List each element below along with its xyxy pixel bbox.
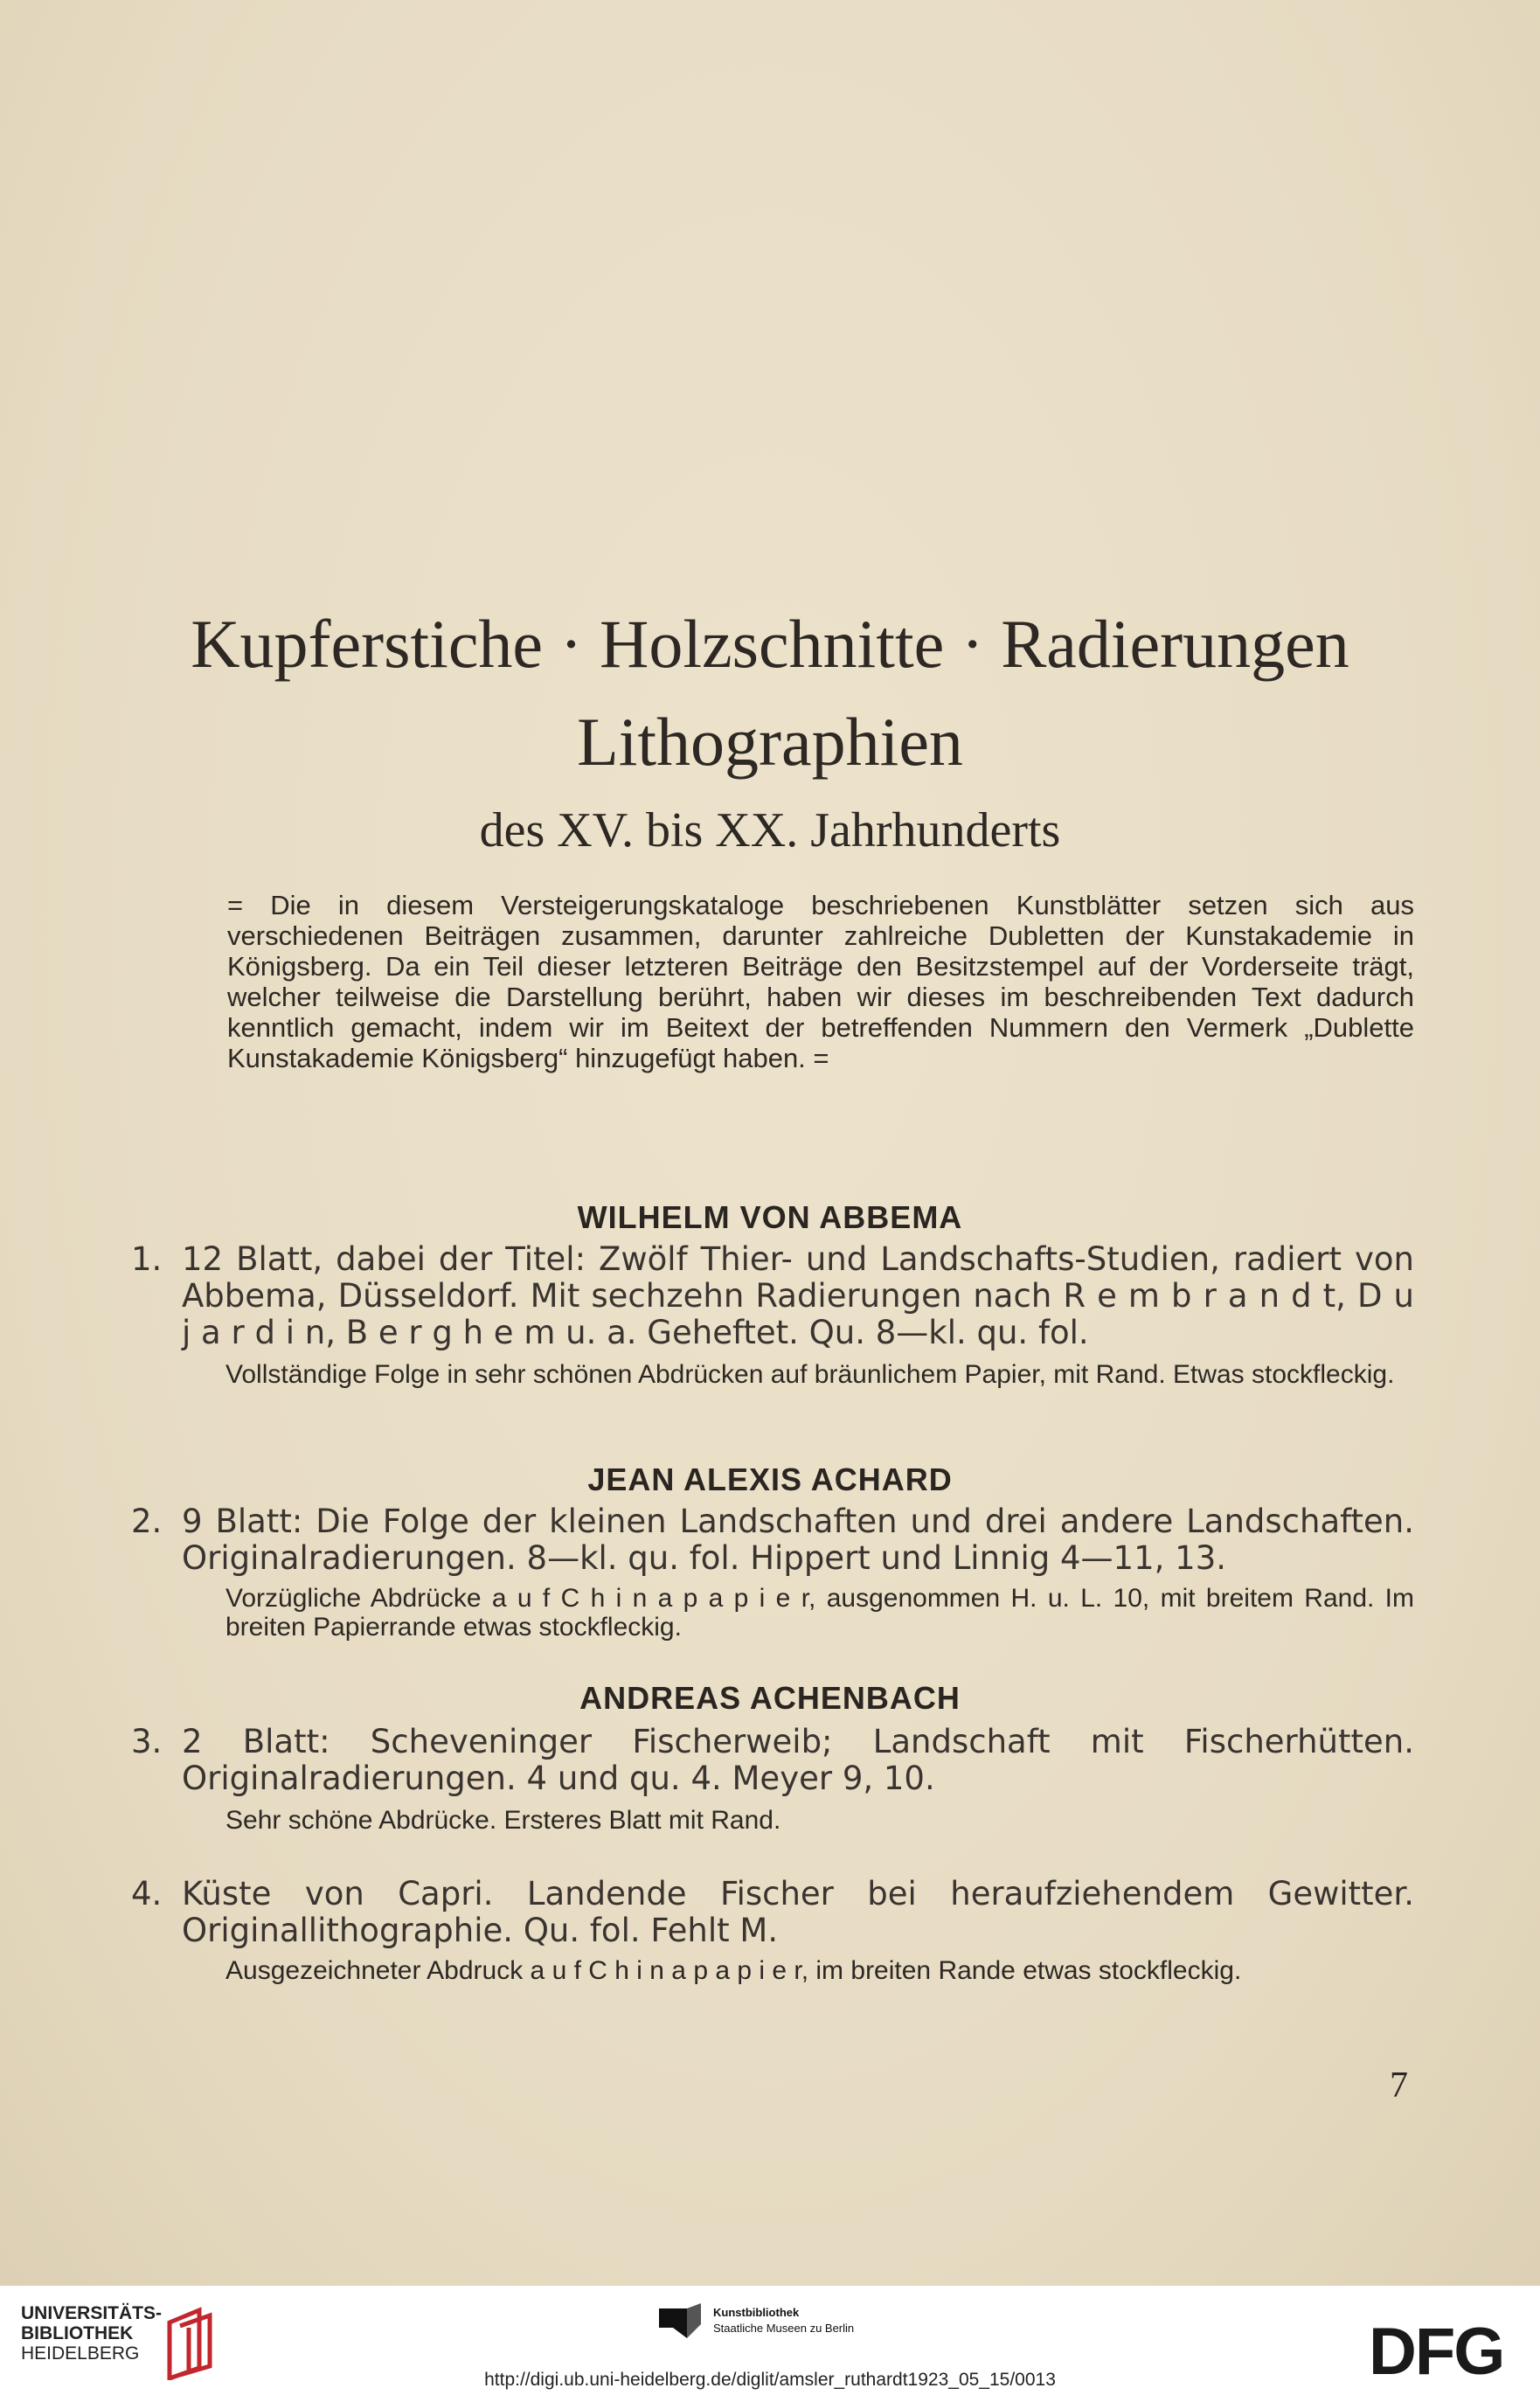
artist-heading: ANDREAS ACHENBACH	[579, 1680, 961, 1716]
kunstbibliothek-mark-icon	[657, 2301, 703, 2342]
lot-entry	[131, 1241, 1414, 1351]
source-url-link[interactable]: http://digi.ub.uni-heidelberg.de/diglit/amsler_ruthardt1923_05_15/0013	[484, 2370, 1056, 2390]
lot-note: Sehr schöne Abdrücke. Ersteres Blatt mit Rand.	[225, 1806, 781, 1835]
lot-number: 1.	[131, 1240, 163, 1278]
lot-entry	[131, 1876, 1414, 1949]
lot-number: 2.	[131, 1503, 163, 1540]
title-line-2: Lithographien	[577, 704, 963, 780]
lot-number: 3.	[131, 1723, 163, 1760]
footer-bar	[0, 2286, 1540, 2395]
intro-paragraph: = Die in diesem Versteigerungskataloge beschriebenen Kunstblätter setzen sich aus verschiedenen Beiträgen zusammen, darunter zahlreiche Dubletten der Kunstakademie in Königsberg. Da ein Teil dieser letzteren Beiträge den Besitzstempel auf der Vorderseite trägt, welcher teilweise die Darstellung berührt, haben wir dieses im beschreibenden Text dadurch kenntlich gemacht, indem wir im Beitext der betreffenden Nummern den Vermerk „Dublette Kunstakademie Königsberg“ hinzugefügt haben. =	[227, 890, 1414, 1073]
university-library-wordmark: UNIVERSITÄTS- BIBLIOTHEK HEIDELBERG	[21, 2303, 163, 2364]
artist-heading: WILHELM VON ABBEMA	[577, 1199, 963, 1235]
lot-note: Ausgezeichneter Abdruck a u f C h i n a p a p i e r, im breiten Rande etwas stockfleckig.	[225, 1956, 1242, 1985]
dfg-logo[interactable]: DFG	[1369, 2315, 1504, 2389]
page-number: 7	[1390, 2065, 1408, 2106]
kunstbibliothek-wordmark: Kunstbibliothek Staatliche Museen zu Berlin	[713, 2306, 855, 2335]
lot-number: 4.	[131, 1875, 163, 1913]
artist-heading: JEAN ALEXIS ACHARD	[587, 1461, 953, 1497]
lot-entry	[131, 1503, 1414, 1577]
lot-description: 12 Blatt, dabei der Titel: Zwölf Thier- und Landschafts-Studien, radiert von Abbema, Düsseldorf. Mit sechzehn Radierungen nach R e m b r a n d t, D u j a r d i n, B e r g h e m u. a. Geheftet. Qu. 8—kl. qu. fol.	[182, 1240, 1414, 1351]
lot-note: Vollständige Folge in sehr schönen Abdrücken auf bräunlichem Papier, mit Rand. Etwas stockfleckig.	[225, 1360, 1395, 1389]
lot-description: 9 Blatt: Die Folge der kleinen Landschaften und drei andere Landschaften. Originalradierungen. 8—kl. qu. fol. Hippert und Linnig 4—11, 13.	[182, 1503, 1414, 1577]
lot-note: Vorzügliche Abdrücke a u f C h i n a p a p i e r, ausgenommen H. u. L. 10, mit breitem Rand. Im breiten Papierrande etwas stockfleckig.	[225, 1584, 1414, 1642]
title-line-3: des XV. bis XX. Jahrhunderts	[479, 803, 1061, 857]
lot-description: Küste von Capri. Landende Fischer bei heraufziehendem Gewitter. Originallithographie. Qu. fol. Fehlt M.	[182, 1875, 1414, 1949]
title-line-1: Kupferstiche · Holzschnitte · Radierungen	[191, 606, 1349, 682]
lot-entry	[131, 1724, 1414, 1797]
kunstbibliothek-logo[interactable]	[657, 2301, 884, 2354]
lot-description: 2 Blatt: Scheveninger Fischerweib; Landschaft mit Fischerhütten. Originalradierungen. 4 und qu. 4. Meyer 9, 10.	[182, 1723, 1414, 1797]
